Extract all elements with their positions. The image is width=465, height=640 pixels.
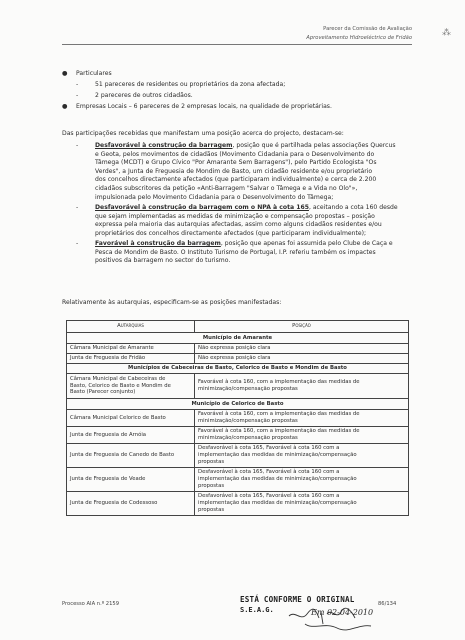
position-line: positivos da barragem no sector do turismo.	[95, 257, 231, 265]
posicao-cell: Favorável à cota 160, com a implementação das medidas de minimização/compensação propostas	[198, 379, 360, 392]
autarquia-cell: Junta de Freguesia de Canedo de Basto	[67, 444, 195, 467]
intro-paragraph: Das participações recebidas que manifestam uma posição acerca do projecto, destacam-se:	[62, 130, 344, 137]
position-line: expressa pela maioria das autarquias afectadas, assim como alguns cidadãos residentes e/ou	[95, 221, 382, 229]
table-header-row	[67, 321, 408, 332]
stamp-date-handwritten: Em 02-04-2010	[311, 608, 374, 617]
dash-icon: -	[76, 240, 79, 247]
table-group-row	[67, 332, 408, 343]
autarquia-cell: Junta de Freguesia de Codessoso	[67, 492, 195, 515]
position-lead: Favorável à construção da barragem	[95, 240, 221, 247]
table-row	[67, 409, 408, 426]
autarquia-cell: Junta de Freguesia de Veade	[67, 468, 195, 491]
particulares-item: 51 pareceres de residentes ou proprietários da zona afectada;	[95, 81, 286, 88]
autarquia-cell: Câmara Municipal Celorico de Basto	[67, 410, 195, 426]
corner-scan-mark: ⁂	[442, 28, 451, 38]
dash-icon: -	[76, 204, 79, 211]
table-group-row	[67, 398, 408, 409]
position-line: proprietários dos concelhos directamente afectados (que participaram individualmente);	[95, 229, 367, 237]
posicao-cell: Favorável à cota 160, com a implementação das medidas de minimização/compensação propostas	[198, 428, 360, 441]
position-line: Pesca de Mondim de Basto. O Instituto Turismo de Portugal, I.P. referiu também os impactes	[95, 248, 376, 256]
position-line: que sejam implementadas as medidas de minimização e compensação propostas – posição	[95, 212, 375, 220]
dash-icon: -	[76, 142, 79, 149]
autarquias-table	[66, 320, 409, 516]
position-line: , posição que apenas foi assumida pelo Clube de Caça e	[220, 240, 393, 247]
table-row	[67, 443, 408, 467]
position-line: cidadãos subscritores da petição «Anti-Barragem "Salvar o Tâmega e a Vida no Olo"»,	[95, 184, 358, 192]
table-row	[67, 491, 408, 515]
table-row	[67, 426, 408, 443]
empresas-text: – 6 pareceres de 2 empresas locais, na qualidade de proprietárias.	[126, 103, 332, 110]
autarquia-cell: Junta de Freguesia de Fridão	[67, 354, 195, 363]
group-label: Município de Amarante	[202, 334, 273, 341]
position-line: , posição que é partilhada pelas associações Quercus	[232, 142, 396, 149]
header-rule	[62, 44, 412, 45]
empresas-label: Empresas Locais	[76, 103, 127, 110]
table-row	[67, 353, 408, 363]
dash-icon: -	[76, 81, 79, 88]
table-row	[67, 467, 408, 491]
header-commission-title: Parecer da Comissão de Avaliação	[323, 26, 412, 32]
conformity-stamp: ESTÁ CONFORME O ORIGINAL	[240, 595, 355, 604]
autarquia-cell: Câmara Municipal de Amarante	[67, 344, 195, 353]
position-line: Tâmega (MCDT) e Grupo Cívico "Por Amarante Sem Barragens"), pelo Partido Ecologista "Os	[95, 159, 377, 167]
position-lead: Desfavorável à construção da barragem com o NPA à cota 165	[95, 204, 309, 211]
handwritten-signature	[285, 604, 375, 634]
posicao-cell: Desfavorável à cota 165, Favorável à cota 160 com a implementação das medidas de minimização/compensação propostas	[198, 445, 357, 465]
posicao-cell: Favorável à cota 160, com a implementação das medidas de minimização/compensação propostas	[198, 411, 360, 424]
position-line: impulsionada pelo Movimento Cidadania para o Desenvolvimento do Tâmega;	[95, 193, 334, 201]
table-group-row	[67, 363, 408, 373]
header-project-title: Aproveitamento Hidroeléctrico de Fridão	[306, 35, 412, 41]
column-header-posicao: Posição	[292, 323, 311, 330]
group-label: Municípios de Cabeceiras de Basto, Celorico de Basto e Mondim de Basto	[128, 365, 347, 372]
position-line: dos concelhos directamente afectados (que participaram individualmente) e cerca de 2.200	[95, 176, 377, 184]
autarquia-cell: Junta de Freguesia de Arnóia	[67, 427, 195, 443]
group-label: Município de Celorico de Basto	[191, 400, 284, 407]
position-line: e Geota, pelos movimentos de cidadãos (Movimento Cidadania para o Desenvolvimento do	[95, 150, 375, 158]
stamp-seag: S.E.A.G.	[240, 606, 274, 614]
position-line: Verdes", a Junta de Freguesia de Mondim de Basto, um cidadão residente e/ou proprietário	[95, 167, 373, 175]
page-number: 86/134	[378, 601, 397, 607]
posicao-cell: Desfavorável à cota 165, Favorável à cota 160 com a implementação das medidas de minimização/compensação propostas	[198, 469, 357, 489]
bullet-icon: ●	[62, 70, 68, 77]
posicao-cell: Não expressa posição clara	[198, 345, 271, 352]
particulares-item: 2 pareceres de outros cidadãos.	[95, 92, 193, 99]
table-row	[67, 373, 408, 398]
posicao-cell: Desfavorável à cota 165, Favorável à cota 160 com a implementação das medidas de minimização/compensação propostas	[198, 493, 357, 513]
process-number: Processo AIA n.º 2159	[62, 601, 120, 607]
table-row	[67, 343, 408, 353]
dash-icon: -	[76, 92, 79, 99]
autarquia-cell: Câmara Municipal de Cabeceiras de Basto, Celorico de Basto e Mondim de Basto (Parecer conjunto)	[67, 374, 195, 398]
position-line: , aceitando a cota 160 desde	[308, 204, 398, 211]
position-lead: Desfavorável à construção da barragem	[95, 142, 233, 149]
autarquias-intro: Relativamente às autarquias, especificam-se as posições manifestadas:	[62, 299, 282, 306]
particulares-label: Particulares	[76, 70, 112, 77]
posicao-cell: Não expressa posição clara	[198, 355, 271, 362]
column-header-autarquias: Autarquias	[67, 321, 195, 332]
bullet-icon: ●	[62, 103, 68, 110]
